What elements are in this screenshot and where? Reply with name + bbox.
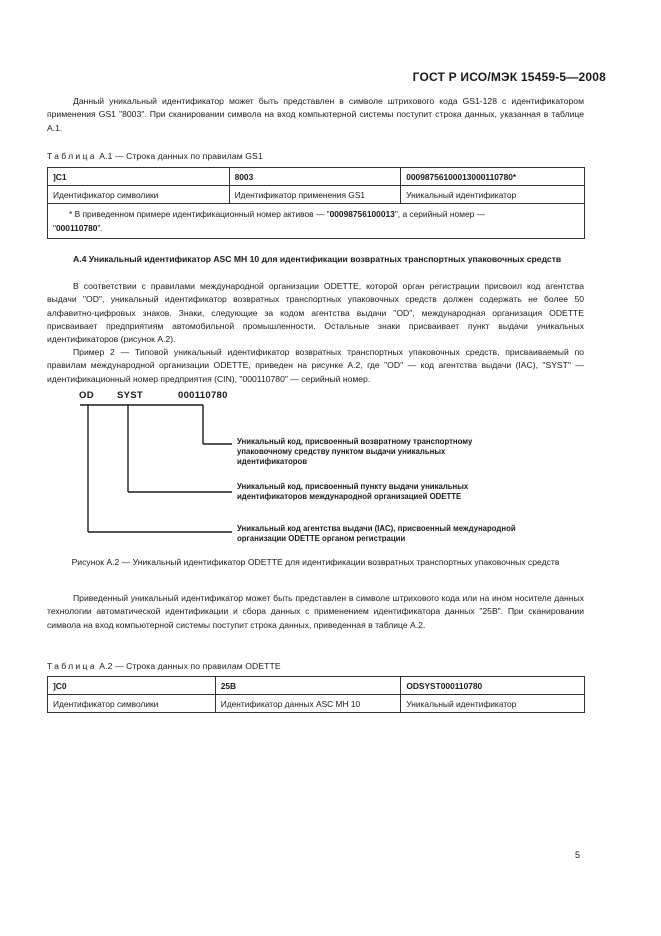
footnote-number-1: 00098756100013: [329, 209, 395, 219]
intro-paragraph: Данный уникальный идентификатор может быть представлен в символе штрихового кода GS1-128 с идентификатором применения GS1 "8003". При сканировании символа на вход компьютерной системы поступит строка данных, указанная в таблице А.1.: [47, 96, 584, 133]
table-row: [48, 677, 585, 695]
figure-caption: Рисунок А.2 — Уникальный идентификатор ODETTE для идентификации возвратных транспортных упаковочных средств: [71, 557, 560, 567]
figure-label-syst: Уникальный код, присвоенный пункту выдачи уникальных идентификаторов международной организацией ODETTE: [237, 482, 469, 501]
footnote-text-1: * В приведенном примере идентификационный номер активов — ": [69, 209, 330, 219]
table1-caption-text: А.1 — Строка данных по правилам GS1: [99, 151, 263, 161]
table2: [47, 676, 585, 713]
page-number: 5: [575, 850, 581, 860]
after-paragraph: Приведенный уникальный идентификатор может быть представлен в символе штрихового кода или на ином носителе данных технологии автоматической идентификации и сбора данных с применением идентификатора данных "25B". При сканировании символа на вход компьютерной системы поступит строка данных, приведенная в таблице А.2.: [47, 593, 584, 630]
table1-footnote: * В приведенном примере идентификационный номер активов — "00098756100013", а серийный номер — "000110780".: [48, 204, 585, 239]
table2-caption: [47, 661, 281, 671]
footnote-number-2: 000110780: [55, 223, 98, 233]
table-cell: Идентификатор данных ASC MH 10: [215, 695, 401, 713]
code-syst: SYST: [117, 390, 144, 401]
table-cell: ODSYST000110780: [401, 677, 585, 695]
table-cell: ]C1: [48, 168, 230, 186]
table-cell: Идентификатор символики: [48, 695, 216, 713]
table-cell: Уникальный идентификатор: [401, 186, 585, 204]
table-cell: ]C0: [48, 677, 216, 695]
section-paragraph-2: Пример 2 — Типовой уникальный идентификатор возвратных транспортных упаковочных средств, присваиваемый по правилам международной организации ODETTE, приведен на рисунке А.2, где "OD" — код агентства выдачи (IAC), "SYST" — идентификационный номер предприятия (CIN), "000110780" — серийный номер.: [47, 347, 584, 384]
section-paragraph-1: В соответствии с правилами международной организации ODETTE, которой орган регистрации присвоил код агентства выдачи "OD", уникальный идентификатор возвратных транспортных упаковочных средств должен содержать не более 50 алфавитно-цифровых знаков. Знаки, следующие за кодом агентства выдачи "OD", международная организация ODETTE присваивает предприятиям автомобильной промышленности. Остальные знаки присваивает пункт выдачи уникальных идентификаторов (рисунок А.2).: [47, 281, 584, 345]
footnote-text-3: ".: [97, 223, 103, 233]
table-cell: 00098756100013000110780*: [401, 168, 585, 186]
section-title: А.4 Уникальный идентификатор ASC MH 10 для идентификации возвратных транспортных упаковочных средств: [73, 254, 562, 264]
code-serial: 000110780: [178, 390, 228, 401]
figure-label-od: Уникальный код агентства выдачи (IAC), присвоенный международной организации ODETTE органом регистрации: [237, 524, 516, 543]
table-cell: 25B: [215, 677, 401, 695]
table2-caption-text: А.2 — Строка данных по правилам ODETTE: [99, 661, 281, 671]
figure-label-serial: Уникальный код, присвоенный возвратному транспортному упаковочному средству пунктом выдачи уникальных идентификаторов: [237, 437, 473, 466]
table2-caption-prefix: Таблица: [47, 661, 97, 671]
table-cell: Идентификатор применения GS1: [229, 186, 401, 204]
table-row: [48, 695, 585, 713]
table-cell: Идентификатор символики: [48, 186, 230, 204]
table-cell: 8003: [229, 168, 401, 186]
code-od: OD: [79, 390, 94, 401]
table-cell: Уникальный идентификатор: [401, 695, 585, 713]
page-header: ГОСТ Р ИСО/МЭК 15459-5—2008: [412, 70, 606, 84]
table1-caption-prefix: Таблица: [47, 151, 97, 161]
footnote-text-2: ", а серийный номер —: [394, 209, 485, 219]
